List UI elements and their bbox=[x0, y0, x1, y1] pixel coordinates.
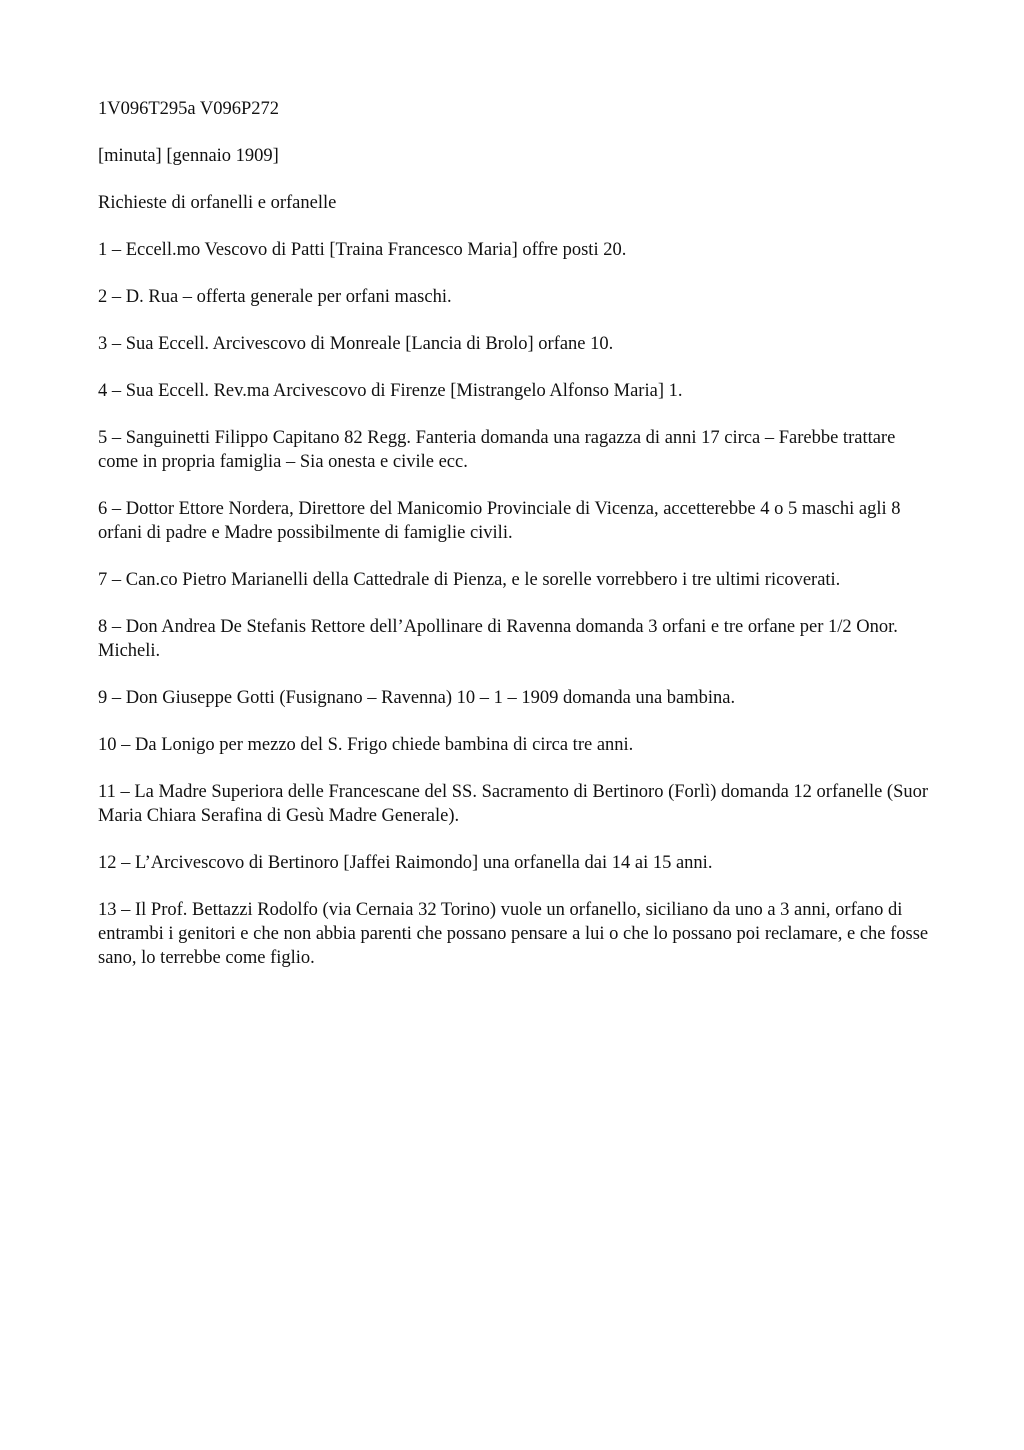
request-item: 2 – D. Rua – offerta generale per orfani maschi. bbox=[98, 287, 452, 307]
document-title: Richieste di orfanelli e orfanelle bbox=[98, 193, 337, 213]
request-item: 1 – Eccell.mo Vescovo di Patti [Traina Francesco Maria] offre posti 20. bbox=[98, 240, 627, 260]
request-item: 11 – La Madre Superiora delle Francescane del SS. Sacramento di Bertinoro (Forlì) domanda 12 orfanelle (Suor Maria Chiara Serafina di Gesù Madre Generale). bbox=[98, 782, 929, 826]
request-item: 9 – Don Giuseppe Gotti (Fusignano – Ravenna) 10 – 1 – 1909 domanda una bambina. bbox=[98, 688, 736, 708]
request-item: 8 – Don Andrea De Stefanis Rettore dell’Apollinare di Ravenna domanda 3 orfani e tre orfane per 1/2 Onor. Micheli. bbox=[98, 617, 898, 661]
request-item: 4 – Sua Eccell. Rev.ma Arcivescovo di Firenze [Mistrangelo Alfonso Maria] 1. bbox=[98, 381, 683, 401]
request-list bbox=[98, 238, 938, 970]
request-item: 6 – Dottor Ettore Nordera, Direttore del Manicomio Provinciale di Vicenza, accetterebbe 4 o 5 maschi agli 8 orfani di padre e Madre possibilmente di famiglie civili. bbox=[98, 499, 901, 543]
request-item: 3 – Sua Eccell. Arcivescovo di Monreale [Lancia di Brolo] orfane 10. bbox=[98, 334, 614, 354]
document-page bbox=[98, 97, 938, 993]
document-date: [minuta] [gennaio 1909] bbox=[98, 146, 279, 166]
request-item: 7 – Can.co Pietro Marianelli della Cattedrale di Pienza, e le sorelle vorrebbero i tre ultimi ricoverati. bbox=[98, 570, 841, 590]
request-item: 12 – L’Arcivescovo di Bertinoro [Jaffei Raimondo] una orfanella dai 14 ai 15 anni. bbox=[98, 853, 713, 873]
request-item: 5 – Sanguinetti Filippo Capitano 82 Regg. Fanteria domanda una ragazza di anni 17 circa – Farebbe trattare come in propria famiglia – Sia onesta e civile ecc. bbox=[98, 428, 896, 472]
request-item: 13 – Il Prof. Bettazzi Rodolfo (via Cernaia 32 Torino) vuole un orfanello, siciliano da uno a 3 anni, orfano di entrambi i genitori e che non abbia parenti che possano pensare a lui o che lo possano poi reclamare, e che fosse sano, lo terrebbe come figlio. bbox=[98, 900, 929, 968]
request-item: 10 – Da Lonigo per mezzo del S. Frigo chiede bambina di circa tre anni. bbox=[98, 735, 634, 755]
document-code: 1V096T295a V096P272 bbox=[98, 99, 280, 119]
